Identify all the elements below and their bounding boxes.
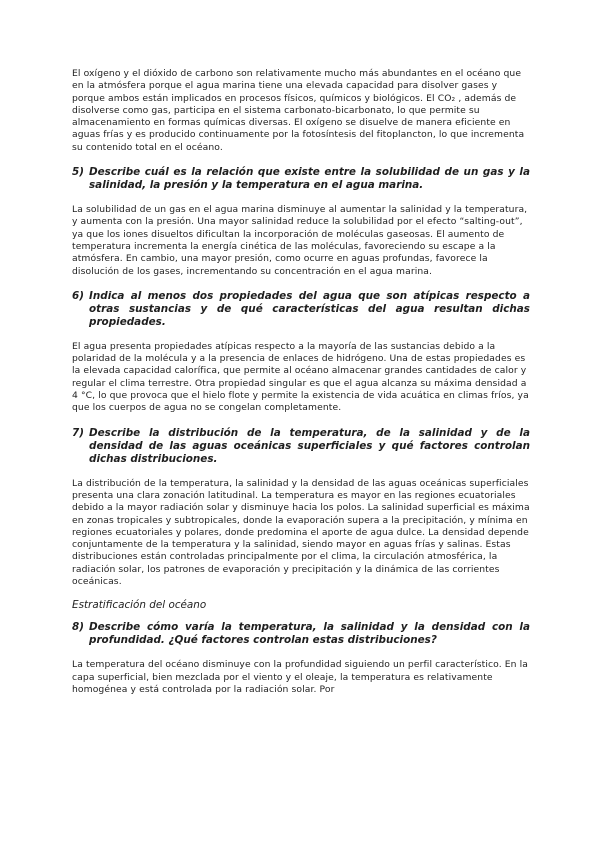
question-6-text: Indica al menos dos propiedades del agua que son atípicas respecto a otras sustancias y de qué características del agua resultan dichas propiedades. [89,289,530,328]
intro-paragraph: El oxígeno y el dióxido de carbono son relativamente mucho más abundantes en el océano que en la atmósfera porque el agua marina tiene una elevada capacidad para disolver gases y porque ambos están implicados en procesos físicos, químicos y biológicos. El CO₂ , además de disolverse como gas, participa en el sistema carbonato-bicarbonato, lo que permite su almacenamiento en formas químicas diversas. El oxígeno se disuelve de manera eficiente en aguas frías y es producido continuamente por la fotosíntesis del fitoplancton, lo que incrementa su contenido total en el océano. [72,68,525,153]
question-5 [72,166,530,192]
question-5-text: Describe cuál es la relación que existe entre la solubilidad de un gas y la salinidad, la presión y la temperatura en el agua marina. [89,166,530,192]
answer-5-paragraph: La solubilidad de un gas en el agua marina disminuye al aumentar la salinidad y la temperatura, y aumenta con la presión. Una mayor salinidad reduce la solubilidad por el efecto “salting-out”, ya que los iones disueltos dificultan la incorporación de moléculas gaseosas. El aumento de temperatura incrementa la energía cinética de las moléculas, favoreciendo su escape a la atmósfera. En cambio, una mayor presión, como ocurre en aguas profundas, favorece la disolución de los gases, incrementando su concentración en el agua marina. [72,204,528,277]
question-7-number: 7) [72,426,84,439]
section-heading-stratification: Estratificación del océano [72,599,207,612]
answer-8-paragraph: La temperatura del océano disminuye con la profundidad siguiendo un perfil característico. En la capa superficial, bien mezclada por el viento y el oleaje, la temperatura es relativamente homogénea y está controlada por la radiación solar. Por [72,659,528,695]
question-6 [72,290,530,329]
question-8 [72,621,530,647]
question-7-text: Describe la distribución de la temperatura, de la salinidad y de la densidad de las aguas oceánicas superficiales y qué factores controlan dichas distribuciones. [89,426,530,465]
question-6-number: 6) [72,289,84,302]
answer-7-paragraph: La distribución de la temperatura, la salinidad y la densidad de las aguas oceánicas superficiales presenta una clara zonación latitudinal. La temperatura es mayor en las regiones ecuatoriales debido a la mayor radiación solar y disminuye hacia los polos. La salinidad superficial es máxima en zonas tropicales y subtropicales, donde la evaporación supera a la precipitación, y mínima en regiones ecuatoriales y polares, donde predomina el aporte de agua dulce. La densidad depende conjuntamente de la temperatura y la salinidad, siendo mayor en aguas frías y salinas. Estas distribuciones están controladas principalmente por el clima, la circulación atmosférica, la radiación solar, los patrones de evaporación y precipitación y la dinámica de las corrientes oceánicas. [72,477,530,588]
answer-6-paragraph: El agua presenta propiedades atípicas respecto a la mayoría de las sustancias debido a la polaridad de la molécula y a la presencia de enlaces de hidrógeno. Una de estas propiedades es la elevada capacidad calorífica, que permite al océano almacenar grandes cantidades de calor y regular el clima terrestre. Otra propiedad singular es que el agua alcanza su máxima densidad a 4 °C, lo que provoca que el hielo flote y permite la existencia de vida acuática en climas fríos, ya que los cuerpos de agua no se congelan completamente. [72,340,529,414]
question-5-number: 5) [72,166,84,179]
question-8-number: 8) [72,621,84,634]
document-page [72,68,530,696]
question-8-text: Describe cómo varía la temperatura, la salinidad y la densidad con la profundidad. ¿Qué factores controlan estas distribuciones? [89,621,530,647]
question-7 [72,427,530,466]
